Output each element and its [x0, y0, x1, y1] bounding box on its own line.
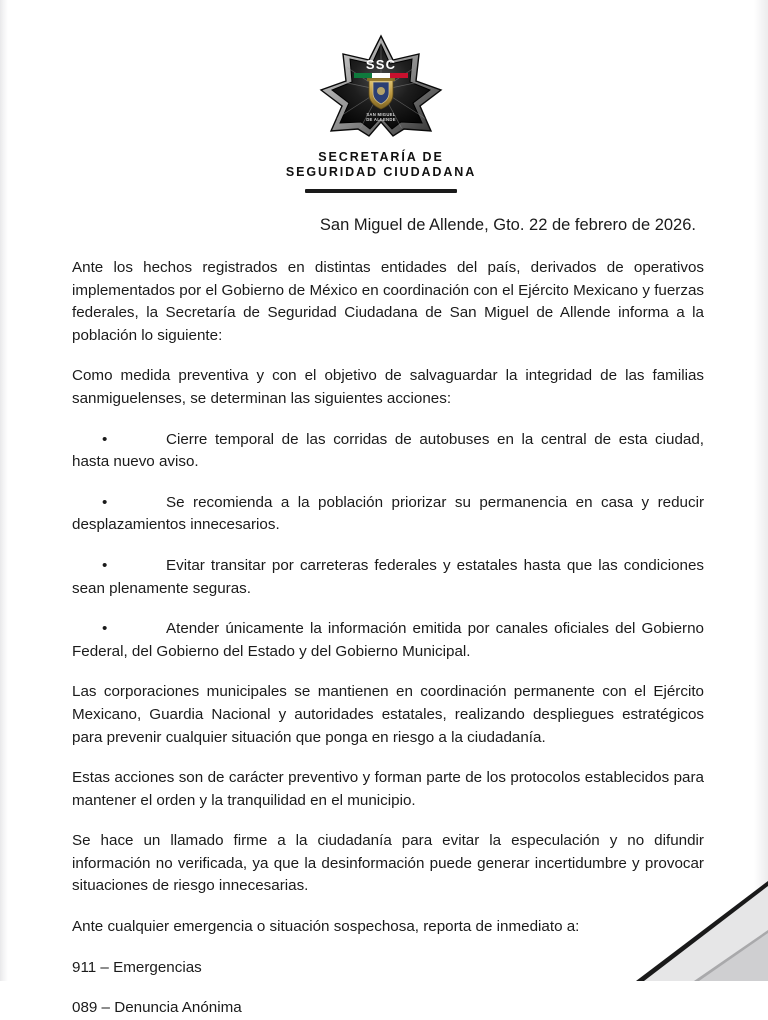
list-item-text: Se recomienda a la población priorizar su permanencia en casa y reducir desplazamientos innecesarios.: [72, 493, 704, 534]
list-item: [72, 618, 704, 663]
organization-title-line2: SEGURIDAD CIUDADANA: [285, 165, 477, 179]
document-body: [8, 257, 754, 1020]
emergency-contact-089: 089 – Denuncia Anónima: [72, 999, 242, 1017]
list-item-text: Cierre temporal de las corridas de autobuses en la central de esta ciudad, hasta nuevo aviso.: [72, 430, 704, 471]
organization-title-line1: SECRETARÍA DE: [318, 150, 444, 164]
bullet-marker: •: [102, 620, 108, 638]
list-item: [72, 555, 704, 600]
header-divider-rule: [305, 189, 457, 193]
list-item-text: Evitar transitar por carreteras federales y estatales hasta que las condiciones sean plenamente seguras.: [72, 556, 704, 597]
scan-edge-right: [754, 0, 768, 981]
document-header: [8, 0, 754, 193]
dateline: San Miguel de Allende, Gto. 22 de febrero de 2026.: [319, 216, 696, 234]
organization-title: [8, 150, 754, 180]
badge-ssc-text: SSC: [365, 57, 397, 72]
paragraph-intro: Ante los hechos registrados en distintas entidades del país, derivados de operativos implementados por el Gobierno de México en coordinación con el Ejército Mexicano y fuerzas federales, la Secretaría de Seguridad Ciudadana de San Miguel de Allende informa a la población lo siguiente:: [72, 259, 704, 344]
paragraph-protocols: Estas acciones son de carácter preventivo y forman parte de los protocolos establecidos para mantener el orden y la tranquilidad en el municipio.: [72, 769, 704, 809]
paragraph-emergency-lead: Ante cualquier emergencia o situación sospechosa, reporta de inmediato a:: [72, 918, 580, 936]
list-item-text: Atender únicamente la información emitida por canales oficiales del Gobierno Federal, del Gobierno del Estado y del Gobierno Municipal.: [72, 620, 704, 660]
bullet-marker: •: [102, 556, 108, 574]
emergency-contact-911: 911 – Emergencias: [72, 958, 202, 976]
list-item: [72, 492, 704, 537]
badge-municipality-line2: DE ALLENDE: [366, 117, 396, 122]
bullet-marker: •: [102, 493, 108, 511]
police-star-badge-icon: [311, 34, 451, 138]
badge-tricolor-band: [354, 73, 408, 78]
paragraph-measures-lead: Como medida preventiva y con el objetivo de salvaguardar la integridad de las familias sanmiguelenses, se determinan las siguientes acciones:: [72, 367, 704, 407]
ssc-badge-logo: [311, 34, 451, 138]
paragraph-misinformation: Se hace un llamado firme a la ciudadanía para evitar la especulación y no difundir información no verificada, ya que la desinformación puede generar incertidumbre y provocar situaciones de riesgo innecesarias.: [72, 832, 704, 895]
badge-municipality-line1: SAN MIGUEL: [366, 112, 396, 117]
paragraph-coordination: Las corporaciones municipales se mantienen en coordinación permanente con el Ejército Mexicano, Guardia Nacional y autoridades estatales, realizando despliegues estratégicos para prevenir cualquier situación que ponga en riesgo a la ciudadanía.: [72, 683, 704, 746]
scan-edge-left: [0, 0, 8, 981]
list-item: [72, 429, 704, 474]
document-sheet: [8, 0, 754, 1017]
bullet-marker: •: [102, 430, 108, 448]
